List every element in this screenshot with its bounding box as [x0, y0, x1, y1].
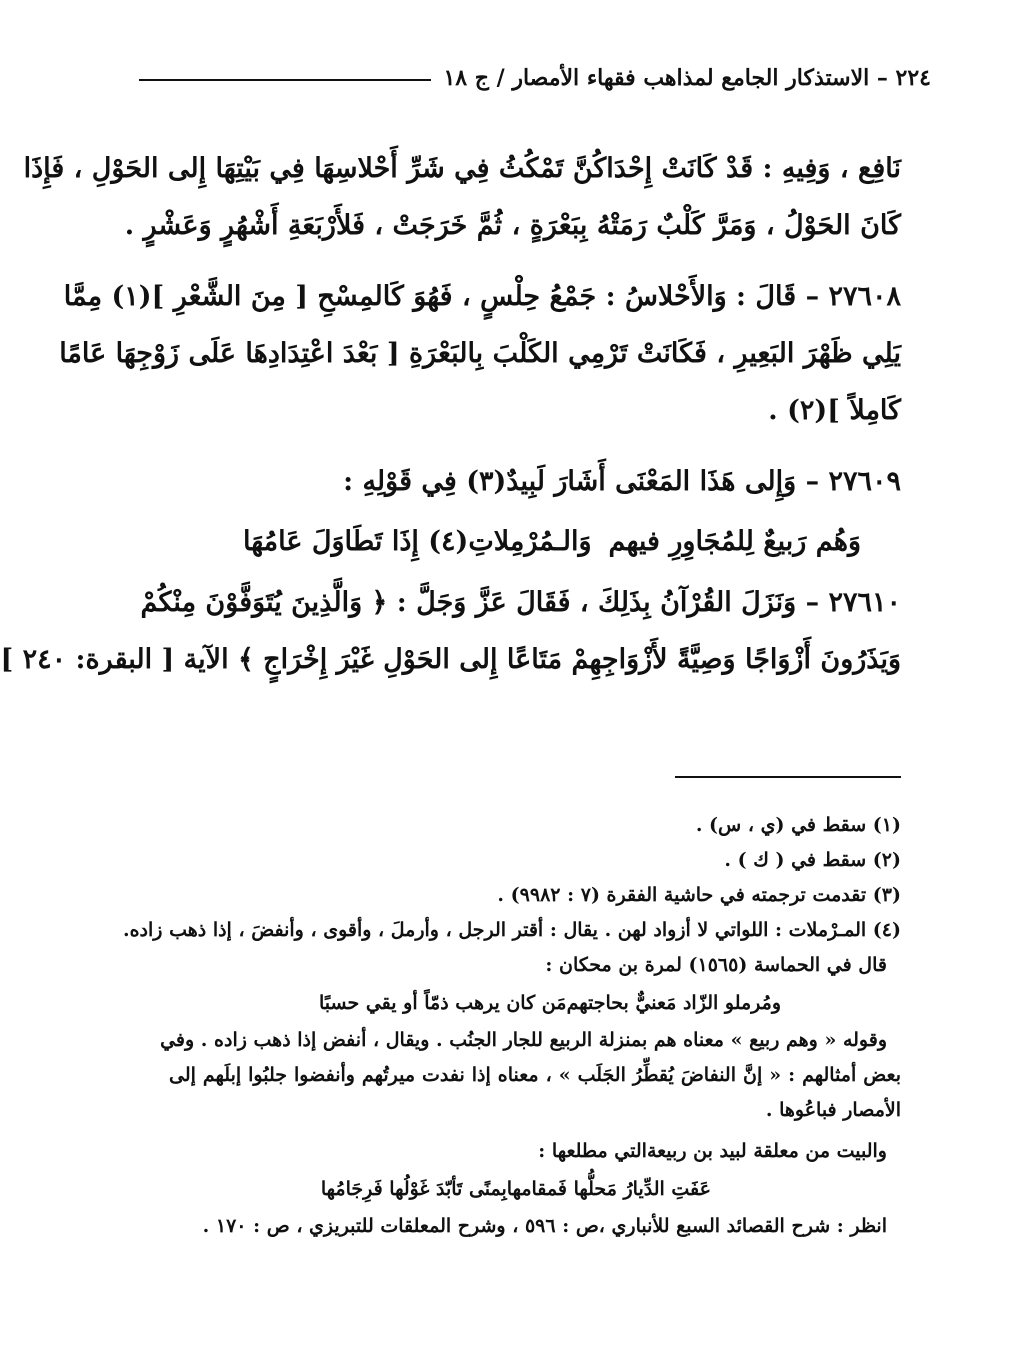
paragraph-line: ٢٧٦٠٨ – قَالَ : وَالأَحْلاسُ : جَمْعُ حِلْسٍ ، فَهُوَ كَالمِسْحِ [ مِنَ الشَّعْرِ ](١) مِمَّا — [63, 281, 901, 312]
footnote-4-citation: قال في الحماسة (١٥٦٥) لمرة بن محكان : — [545, 954, 887, 976]
footnote-3: (٣) تقدمت ترجمته في حاشية الفقرة (٧ : ٩٩٨٢) . — [497, 884, 901, 906]
spacer — [173, 439, 901, 453]
running-header — [139, 58, 931, 98]
footnote-poem — [169, 983, 901, 1023]
footnote-1: (١) سقط في (ي ، س) . — [695, 814, 901, 836]
footnote-4-line: وقوله « وهم ربيع » معناه هم بمنزلة الربيع للجار الجنُب . ويقال ، أنفض إذا ذهب زاده . وفي — [160, 1029, 887, 1051]
footnote-poem2-left: بِمنًى تَأبّدَ غَوْلُها فَرِجَامُها — [320, 1178, 507, 1200]
footnote-poem-2 — [169, 1169, 901, 1209]
spacer — [173, 254, 901, 268]
footnote-poem2-right: عَفَتِ الدِّيارُ مَحلُّها فَمقامها — [506, 1178, 711, 1200]
paragraph-line: ٢٧٦٠٩ – وَإِلى هَذَا المَعْنَى أَشَارَ لَبِيدٌ(٣) فِي قَوْلِهِ : — [343, 466, 901, 497]
paragraph-line: يَلِي ظَهْرَ البَعِيرِ ، فَكَانَتْ تَرْمِي الكَلْبَ بِالبَعْرَةِ [ بَعْدَ اعْتِدَادِهَا عَلَى زَوْجِهَا عَامًا — [59, 338, 901, 369]
footnote-poem-left: مَن كان يرهب ذمّاً أو يقي حسبًا — [319, 992, 567, 1014]
footnotes — [122, 808, 901, 1244]
header-rule — [139, 79, 431, 81]
footnote-4-line: بعض أمثالهم : « إنَّ النفاضَ يُقطِّرُ الجَلَب » ، معناه إذا نفدت ميرتُهم وأنفضوا جلبُوا إبلَهم إلى — [169, 1064, 901, 1086]
poem-hemistich-left: وَالـمُرْمِلاتِ(٤) إِذَا تَطَاوَلَ عَامُهَا — [243, 526, 592, 557]
paragraph-line: ٢٧٦١٠ – وَنَزَلَ القُرْآنُ بِذَلِكَ ، فَقَالَ عَزَّ وَجَلَّ : ﴿ وَالَّذِينَ يُتَوَفَّوْنَ مِنْكُمْ — [140, 587, 901, 618]
footnote-4-line: الأمصار فباعُوها . — [765, 1099, 901, 1121]
footnote-4: (٤) المـرْملات : اللواتي لا أزواد لهن . يقال : أقتر الرجل ، وأرملَ ، وأقوى ، وأنفضَ ، إذا ذهب زاده. — [122, 919, 901, 941]
footnote-4-source: والبيت من معلقة لبيد بن ربيعةالتي مطلعها : — [538, 1140, 887, 1162]
poem-hemistich-right: وَهُم رَبيعٌ لِلمُجَاوِرِ فيهم — [608, 526, 861, 557]
paragraph-line: كَانَ الحَوْلُ ، وَمَرَّ كَلْبٌ رَمَتْهُ بِبَعْرَةٍ ، ثُمَّ خَرَجَتْ ، فَلأَرْبَعَةِ أَشْهُرٍ وَعَشْرٍ . — [124, 210, 901, 241]
footnote-separator — [675, 776, 901, 778]
footnote-2: (٢) سقط في ( ك ) . — [724, 849, 901, 871]
footnote-4-reference: انظر : شرح القصائد السبع للأنباري ،ص : ٥٩٦ ، وشرح المعلقات للتبريزي ، ص : ١٧٠ . — [202, 1215, 887, 1237]
paragraph-line: وَيَذَرُونَ أَزْوَاجًا وَصِيَّةً لأَزْوَاجِهِمْ مَتَاعًا إِلى الحَوْلِ غَيْرَ إِخْرَاجٍ ﴾ الآية [ البقرة: ٢٤٠ ] — [0, 644, 901, 675]
footnote-poem-right: ومُرملو الزّاد مَعنيٌّ بحاجتهم — [566, 992, 781, 1014]
header-title: ٢٢٤ – الاستذكار الجامع لمذاهب فقهاء الأمصار / ج ١٨ — [443, 65, 931, 91]
paragraph-line: كَامِلاً ](٢) . — [768, 395, 901, 426]
main-text — [0, 140, 901, 688]
poem-verse — [173, 510, 901, 574]
paragraph-line: نَافِع ، وَفِيهِ : قَدْ كَانَتْ إِحْدَاكُنَّ تَمْكُثُ فِي شَرِّ أَحْلاسِهَا فِي بَيْتِهَا إِلى الحَوْلِ ، فَإِذَا — [23, 153, 901, 184]
